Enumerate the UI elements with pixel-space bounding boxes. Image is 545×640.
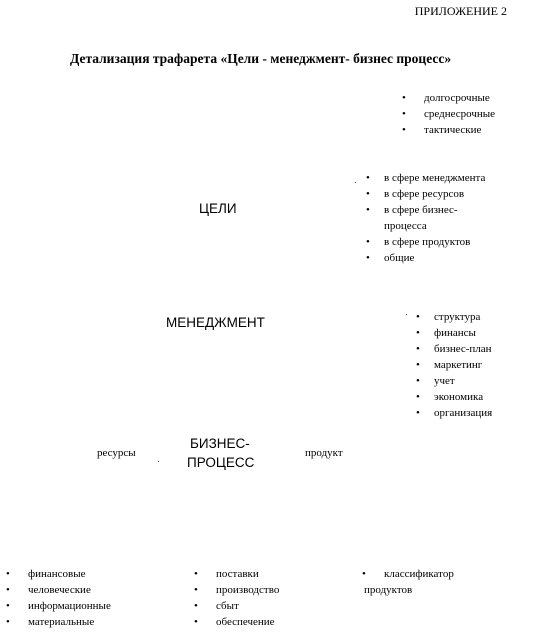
connector-dot	[355, 182, 356, 183]
list-item: • классификатор	[362, 566, 454, 582]
list-item: • общие	[366, 250, 485, 266]
document-title: Детализация трафарета «Цели - менеджмент- бизнес процесс»	[70, 51, 452, 66]
management-node: МЕНЕДЖМЕНТ	[166, 315, 265, 330]
list-item: • учет	[416, 373, 492, 389]
list-item: • тактические	[402, 122, 495, 138]
product-classifier-continuation: продуктов	[364, 584, 413, 596]
appendix-label: ПРИЛОЖЕНИЕ 2	[414, 4, 507, 18]
list-item: • долгосрочные	[402, 90, 495, 106]
resource-types-list	[6, 566, 111, 630]
product-label: продукт	[305, 447, 343, 459]
terms-list	[402, 90, 495, 138]
list-item: • финансовые	[6, 566, 111, 582]
list-item-continuation: процесса	[384, 220, 427, 232]
list-item: • финансы	[416, 325, 492, 341]
list-item: • экономика	[416, 389, 492, 405]
list-item: • в сфере ресурсов	[366, 186, 485, 202]
management-areas-list	[416, 309, 492, 421]
list-item: • в сфере бизнес-	[366, 202, 485, 218]
resources-label: ресурсы	[97, 447, 136, 459]
list-item: • материальные	[6, 614, 111, 630]
list-item: • поставки	[194, 566, 279, 582]
list-item: • обеспечение	[194, 614, 279, 630]
list-item: • организация	[416, 405, 492, 421]
list-item: • бизнес-план	[416, 341, 492, 357]
product-classifier-list	[362, 566, 454, 582]
goals-node: ЦЕЛИ	[199, 201, 237, 216]
list-item: • структура	[416, 309, 492, 325]
list-item: • среднесрочные	[402, 106, 495, 122]
connector-dot	[158, 461, 159, 462]
process-node-line1: БИЗНЕС-	[190, 436, 250, 451]
process-types-list	[194, 566, 279, 630]
list-item: • сбыт	[194, 598, 279, 614]
process-node-line2: ПРОЦЕСС	[187, 455, 255, 470]
list-item: • информационные	[6, 598, 111, 614]
list-item: • в сфере менеджмента	[366, 170, 485, 186]
spheres-list	[366, 170, 485, 266]
list-item: • в сфере продуктов	[366, 234, 485, 250]
list-item: • маркетинг	[416, 357, 492, 373]
list-item: • человеческие	[6, 582, 111, 598]
connector-dot	[406, 314, 407, 315]
list-item: • производство	[194, 582, 279, 598]
